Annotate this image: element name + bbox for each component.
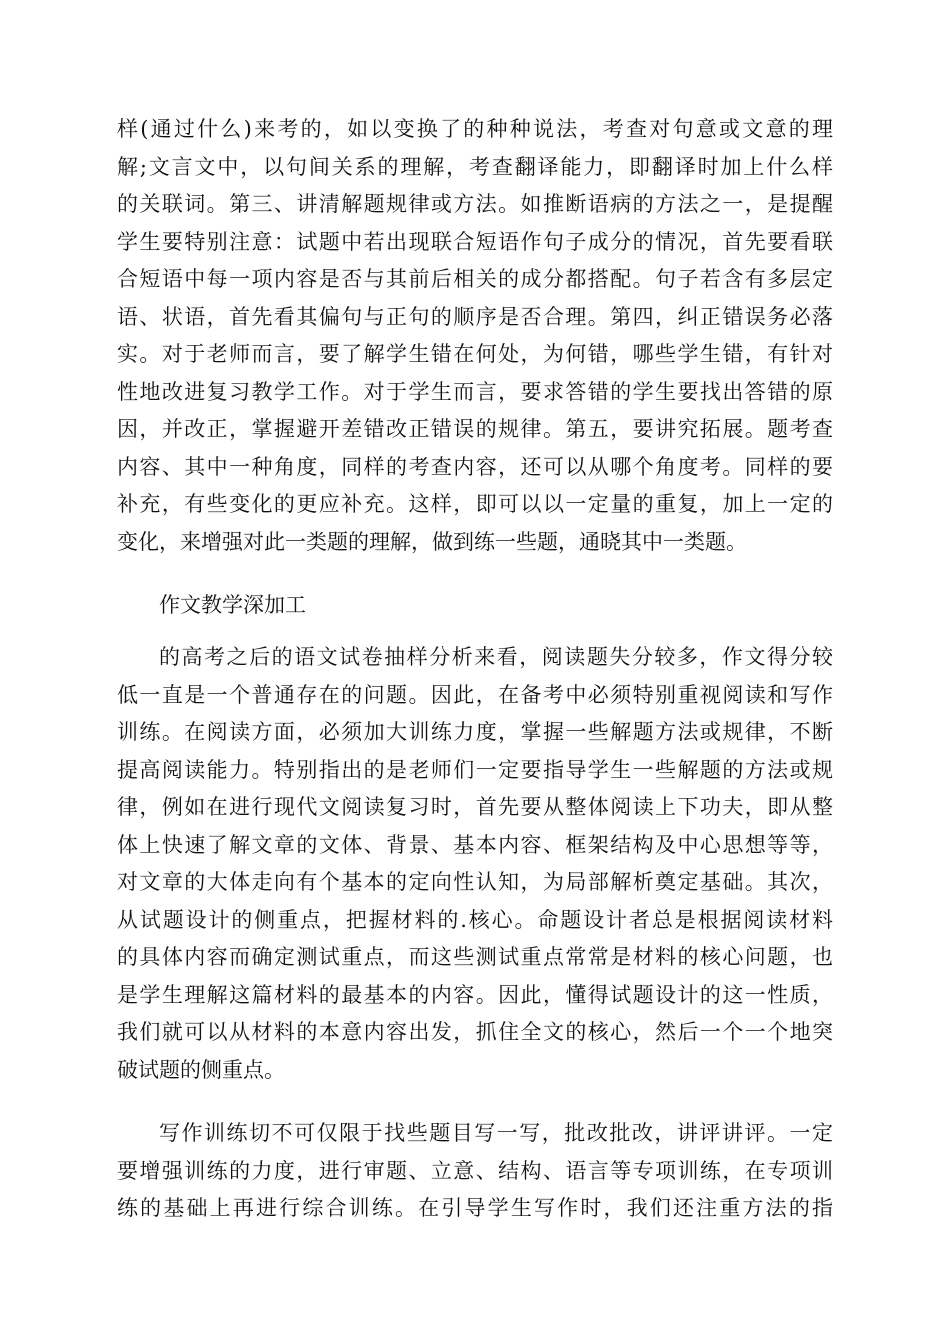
text-line: 从试题设计的侧重点，把握材料的.核心。命题设计者总是根据阅读材料 [117,907,833,932]
text-line: 的高考之后的语文试卷抽样分析来看，阅读题失分较多，作文得分较 [159,645,833,669]
paragraph-2 [117,639,833,1089]
text-line: 因，并改正，掌握避开差错改正错误的规律。第五，要讲究拓展。题考查 [117,417,833,441]
text-line: 的具体内容而确定测试重点，而这些测试重点常常是材料的核心问题，也 [117,945,833,969]
section-heading-block [117,587,833,625]
text-line: 语、状语，首先看其偏句与正句的顺序是否合理。第四，纠正错误务必落 [117,304,833,329]
section-heading: 作文教学深加工 [159,593,306,617]
text-line: 训练。在阅读方面，必须加大训练力度，掌握一些解题方法或规律，不断 [117,720,833,744]
text-line: 对文章的大体走向有个基本的定向性认知，为局部解析奠定基础。其次， [117,870,833,894]
text-line: 学生要特别注意：试题中若出现联合短语作句子成分的情况，首先要看联 [117,229,833,254]
text-line: 合短语中每一项内容是否与其前后相关的成分都搭配。句子若含有多层定 [117,267,833,291]
text-line: 解;文言文中，以句间关系的理解，考查翻译能力，即翻译时加上什么样 [117,154,833,179]
text-line: 内容、其中一种角度，同样的考查内容，还可以从哪个角度考。同样的要 [117,454,833,479]
text-line: 变化，来增强对此一类题的理解，做到练一些题，通晓其中一类题。 [117,529,747,554]
text-line: 是学生理解这篇材料的最基本的内容。因此，懂得试题设计的这一性质， [117,982,833,1007]
text-line: 性地改进复习教学工作。对于学生而言，要求答错的学生要找出答错的原 [117,379,833,404]
text-line: 体上快速了解文章的文体、背景、基本内容、框架结构及中心思想等等， [117,832,833,857]
paragraph-1 [117,111,833,561]
text-line: 律，例如在进行现代文阅读复习时，首先要从整体阅读上下功夫，即从整 [117,795,833,819]
text-line: 提高阅读能力。特别指出的是老师们一定要指导学生一些解题的方法或规 [117,757,833,782]
text-line: 低一直是一个普通存在的问题。因此，在备考中必须特别重视阅读和写作 [117,682,833,707]
text-line: 破试题的侧重点。 [117,1057,285,1082]
text-line: 写作训练切不可仅限于找些题目写一写，批改批改，讲评讲评。一定 [159,1121,833,1145]
text-line: 补充，有些变化的更应补充。这样，即可以以一定量的重复，加上一定的 [117,492,833,516]
text-line: 实。对于老师而言，要了解学生错在何处，为何错，哪些学生错，有针对 [117,342,833,366]
paragraph-3 [117,1115,833,1228]
text-line: 我们就可以从材料的本意内容出发，抓住全文的核心，然后一个一个地突 [117,1020,833,1044]
text-line: 练的基础上再进行综合训练。在引导学生写作时，我们还注重方法的指 [117,1196,833,1220]
text-line: 样(通过什么)来考的，如以变换了的种种说法，考查对句意或文意的理 [117,117,833,141]
text-line: 的关联词。第三、讲清解题规律或方法。如推断语病的方法之一，是提醒 [117,192,833,216]
text-line: 要增强训练的力度，进行审题、立意、结构、语言等专项训练，在专项训 [117,1158,833,1183]
